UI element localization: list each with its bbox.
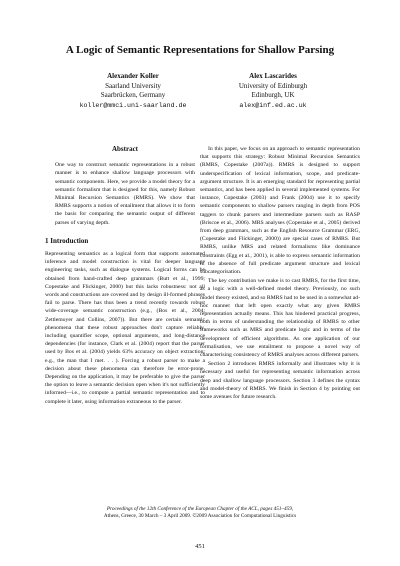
body-paragraph: In this paper, we focus on an approach to semantic representation that supports this strategy: Robust Minimal Recursion Semantics (RMRS, Copestake (2007a)). RMRS is designed to support underspecification of lexical information, scope, and predicate-argument structure. It is an emerging standard for representing partial semantics, and has been applied in several implemented systems. For instance, Copestake (2003) and Frank (2004) use it to specify semantic components to shallow parsers ranging in depth from POS taggers to chunk parsers and intermediate parsers such as RASP (Briscoe et al., 2006). MRS analyses (Copestake et al., 2005) derived from deep grammars, such as the English Resource Grammar (ERG, (Copestake and Flickinger, 2000)) are special cases of RMRS. But RMRS, unlike MRS and related formalisms like dominance constraints (Egg et al., 2001), is able to express semantic information in the absence of full predicate argument structure and lexical subcategorisation. [200,146,360,276]
body-paragraph: The key contribution we make is to cast RMRS, for the first time, as a logic with a well-defined model theory. Previously, no such model theory existed, and so RMRS had to be used in a somewhat ad-hoc manner that left open exactly what any given RMRS representation actually means. This has hindered practical progress, both in terms of understanding the relationship of RMRS to other frameworks such as MRS and predicate logic and in terms of the development of efficient algorithms. As one application of our formalisation, we use entailment to propose a novel way of characterising consistency of RMRS analyses across different parsers. [200,278,360,359]
author-affiliation: Saarland University [105,81,161,90]
footer-place: Athens, Greece, 30 March – 3 April 2009. ©2009 Association for Computational Linguistics [103,512,297,519]
body-paragraph: Section 2 introduces RMRS informally and illustrates why it is necessary and useful for representing semantic information across deep and shallow language processors. Section 3 defines the syntax and model-theory of RMRS. We finish in Section 4 by pointing out some avenues for future research. [200,361,360,401]
right-column [200,145,360,401]
section-heading: 1 Introduction [45,236,89,245]
abstract-heading: Abstract [111,145,139,153]
author-affiliation: University of Edinburgh [238,81,308,90]
footer-venue: Proceedings of the 12th Conference of the European Chapter of the ACL, pages 451–459, [106,506,294,512]
author-block-lascarides [198,72,348,110]
proceedings-footer [0,506,400,520]
abstract-text: One way to construct semantic representations in a robust manner is to enhance shallow language processors with semantic components. Here, we provide a model theory for a semantic formalism that is designed for this, namely Robust Minimal Recursion Semantics (RMRS). We show that RMRS supports a notion of entailment that allows it to form the basis for comparing the semantic output of different parses of varying depth. [55,162,195,226]
paper-title: A Logic of Semantic Representations for Shallow Parsing [65,44,335,56]
author-name: Alexander Koller [107,72,159,80]
author-city: Edinburgh, UK [251,91,295,99]
author-email: koller@mmci.uni-saarland.de [79,101,187,109]
body-paragraph: Representing semantics as a logical form that supports automated inference and model construction is vital for deeper language engineering tasks, such as dialogue systems. Logical forms can be obtained from hand-crafted deep grammars (Butt et al., 1999; Copestake and Flickinger, 2000) but this lacks robustness: not all words and constructions are covered and by design ill-formed phrases fail to parse. There has thus been a trend recently towards robust wide-coverage semantic construction (e.g., (Bos et al., 2004; Zettlemoyer and Collins, 2007)). But there are certain semantic phenomena that these robust approaches don't capture reliably, including quantifier scope, optional arguments, and long-distance dependencies (for instance, Clark et al. (2004) report that the parser used by Bos et al. (2004) yields 63% accuracy on object extraction; e.g., the man that I met. . . ). Forcing a robust parser to make a decision about these phenomena can therefore be error-prone. Depending on the application, it may be preferable to give the parser the option to leave a semantic decision open when it's not sufficiently informed—i.e., to compute a partial semantic representation and to complete it later, using information extraneous to the parser. [45,251,205,405]
page-number: 451 [195,543,205,550]
author-name: Alex Lascarides [249,72,297,80]
author-block-koller [58,72,208,110]
author-city: Saarbrücken, Germany [100,91,166,99]
left-column [45,145,205,406]
author-email: alex@inf.ed.ac.uk [239,101,307,109]
